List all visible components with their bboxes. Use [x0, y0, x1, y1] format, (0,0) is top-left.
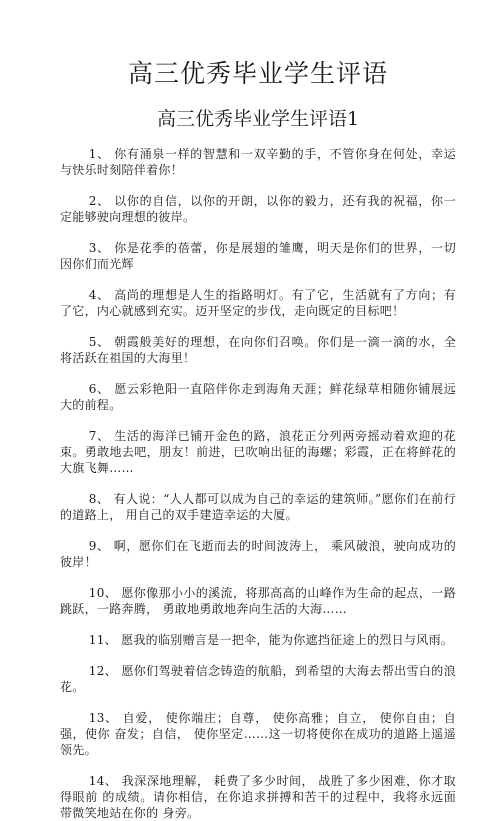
comment-item: 3、 你是花季的蓓蕾，你是展翅的雏鹰，明天是你们的世界，一切因你们而光辉 [60, 241, 456, 271]
document-subtitle: 高三优秀毕业学生评语1 [156, 108, 360, 130]
comment-item: 8、 有人说：“人人都可以成为自己的幸运的建筑师。”愿你们在前行的道路上， 用自己的双手建造幸运的大厦。 [60, 492, 456, 522]
comment-item: 7、 生活的海洋已铺开金色的路，浪花正分列两旁摇动着欢迎的花束。勇敢地去吧，朋友！前进，已吹响出征的海螺；彩霞，正在将鲜花的大旗飞舞…… [60, 429, 456, 475]
comment-item: 2、 以你的自信，以你的开朗，以你的毅力，还有我的祝福，你一定能够驶向理想的彼岸。 [60, 194, 456, 224]
comment-item: 10、 愿你像那小小的溪流，将那高高的山峰作为生命的起点，一路跳跃，一路奔腾， 勇敢地勇敢地奔向生活的大海…… [60, 586, 456, 616]
comment-item: 14、 我深深地理解， 耗费了多少时间， 战胜了多少困难，你才取得眼前 的成绩。请你相信，在你追求拼搏和苦干的过程中，我将永远面带微笑地站在你的 身旁。 [60, 774, 456, 820]
comment-item: 6、 愿云彩艳阳一直陪伴你走到海角天涯；鲜花绿草相随你铺展远大的前程。 [60, 382, 456, 412]
comment-list [60, 146, 456, 821]
document-title: 高三优秀毕业学生评语 [127, 59, 388, 88]
comment-item: 9、 啊，愿你们在飞逝而去的时间波涛上， 乘风破浪，驶向成功的彼岸！ [60, 539, 456, 569]
comment-item: 13、 自爱， 使你端庄；自尊， 使你高雅；自立， 使你自由；自强，使你 奋发；自信， 使你坚定……这一切将使你在成功的道路上遥遥领先。 [60, 711, 456, 757]
comment-item: 1、 你有涌泉一样的智慧和一双辛勤的手，不管你身在何处，幸运与快乐时刻陪伴着你！ [60, 147, 456, 177]
comment-item: 11、 愿我的临别赠言是一把伞，能为你遮挡征途上的烈日与风雨。 [88, 633, 454, 647]
comment-item: 5、 朝霞般美好的理想，在向你们召唤。你们是一滴一滴的水，全将活跃在祖国的大海里！ [60, 335, 456, 365]
comment-item: 12、 愿你们驾驶着信念铸造的航船，到希望的大海去帮出雪白的浪花。 [60, 664, 456, 694]
comment-item: 4、 高尚的理想是人生的指路明灯。有了它，生活就有了方向；有了它，内心就感到充实。迈开坚定的步伐，走向既定的目标吧！ [60, 288, 456, 318]
